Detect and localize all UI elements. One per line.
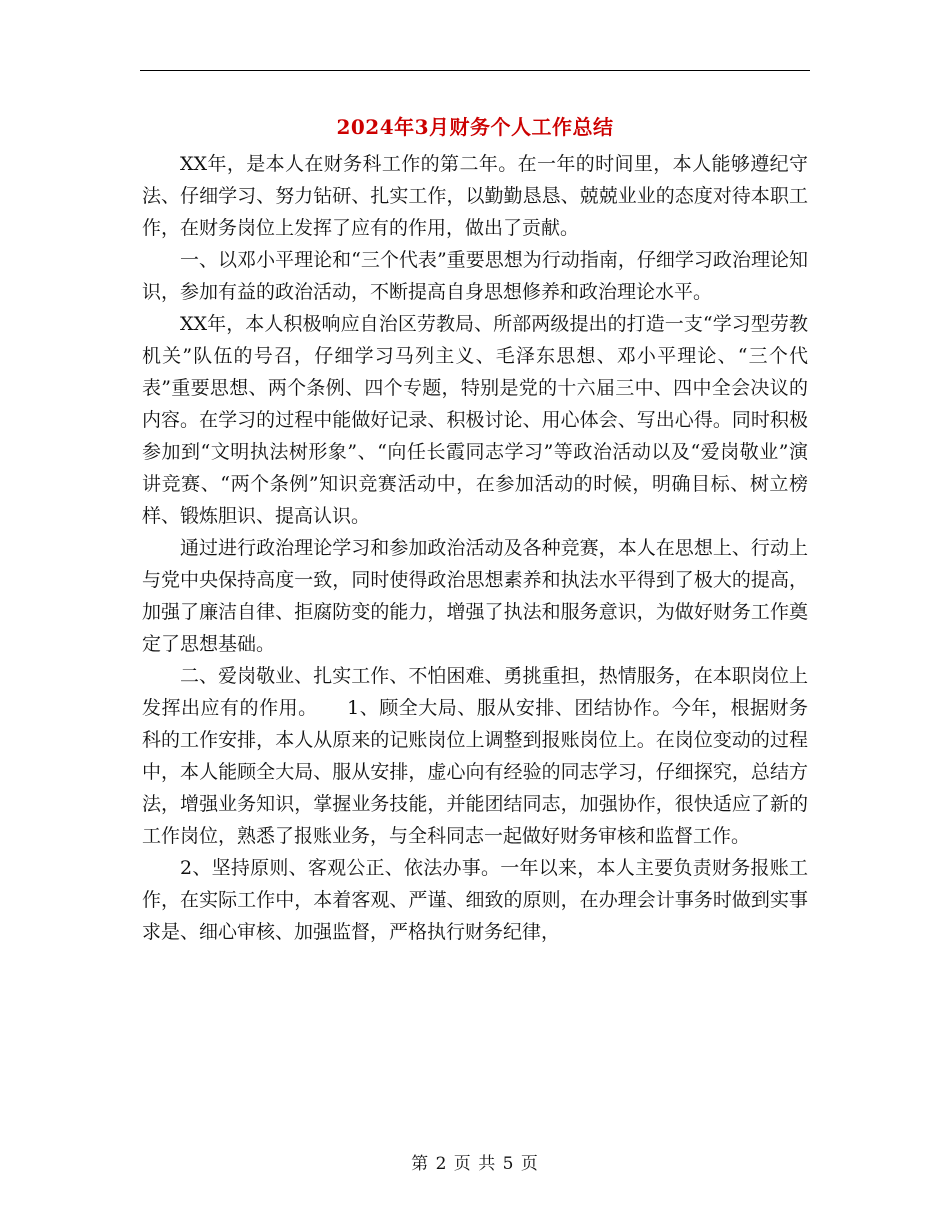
paragraph-principles: 2、坚持原则、客观公正、依法办事。一年以来，本人主要负责财务报账工作，在实际工作中，本着客观、严谨、细致的原则，在办理会计事务时做到实事求是、细心审核、加强监督，严格执行财务纪律， [142,857,808,943]
paragraph-outcome: 通过进行政治理论学习和参加政治活动及各种竞赛，本人在思想上、行动上与党中央保持高度一致，同时使得政治思想素养和执法水平得到了极大的提高，加强了廉洁自律、拒腐防变的能力，增强了执法和服务意识，为做好财务工作奠定了思想基础。 [142,537,808,655]
paragraph-intro: XX年，是本人在财务科工作的第二年。在一年的时间里，本人能够遵纪守法、仔细学习、努力钻研、扎实工作，以勤勤恳恳、兢兢业业的态度对待本职工作，在财务岗位上发挥了应有的作用，做出了贡献。 [142,153,808,239]
paragraph-study: XX年，本人积极响应自治区劳教局、所部两级提出的打造一支“学习型劳教机关”队伍的号召，仔细学习马列主义、毛泽东思想、邓小平理论、“三个代表”重要思想、两个条例、四个专题，特别是党的十六届三中、四中全会决议的内容。在学习的过程中能做好记录、积极讨论、用心体会、写出心得。同时积极参加到“文明执法树形象”、“向任长霞同志学习”等政治活动以及“爱岗敬业”演讲竞赛、“两个条例”知识竞赛活动中，在参加活动的时候，明确目标、树立榜样、锻炼胆识、提高认识。 [142,313,808,527]
document-title: 2024年3月财务个人工作总结 [336,115,614,139]
paragraph-section-one-heading: 一、以邓小平理论和“三个代表”重要思想为行动指南，仔细学习政治理论知识，参加有益的政治活动，不断提高自身思想修养和政治理论水平。 [142,249,808,303]
paragraph-section-two: 二、爱岗敬业、扎实工作、不怕困难、勇挑重担，热情服务，在本职岗位上发挥出应有的作用。 1、顾全大局、服从安排、团结协作。今年，根据财务科的工作安排，本人从原来的记账岗位上调整到报账岗位上。在岗位变动的过程中，本人能顾全大局、服从安排，虚心向有经验的同志学习，仔细探究，总结方法，增强业务知识，掌握业务技能，并能团结同志，加强协作，很快适应了新的工作岗位，熟悉了报账业务，与全科同志一起做好财务审核和监督工作。 [142,665,808,847]
header-rule [140,70,810,71]
document-body [142,148,808,948]
page-number-footer: 第 2 页 共 5 页 [411,1154,539,1174]
